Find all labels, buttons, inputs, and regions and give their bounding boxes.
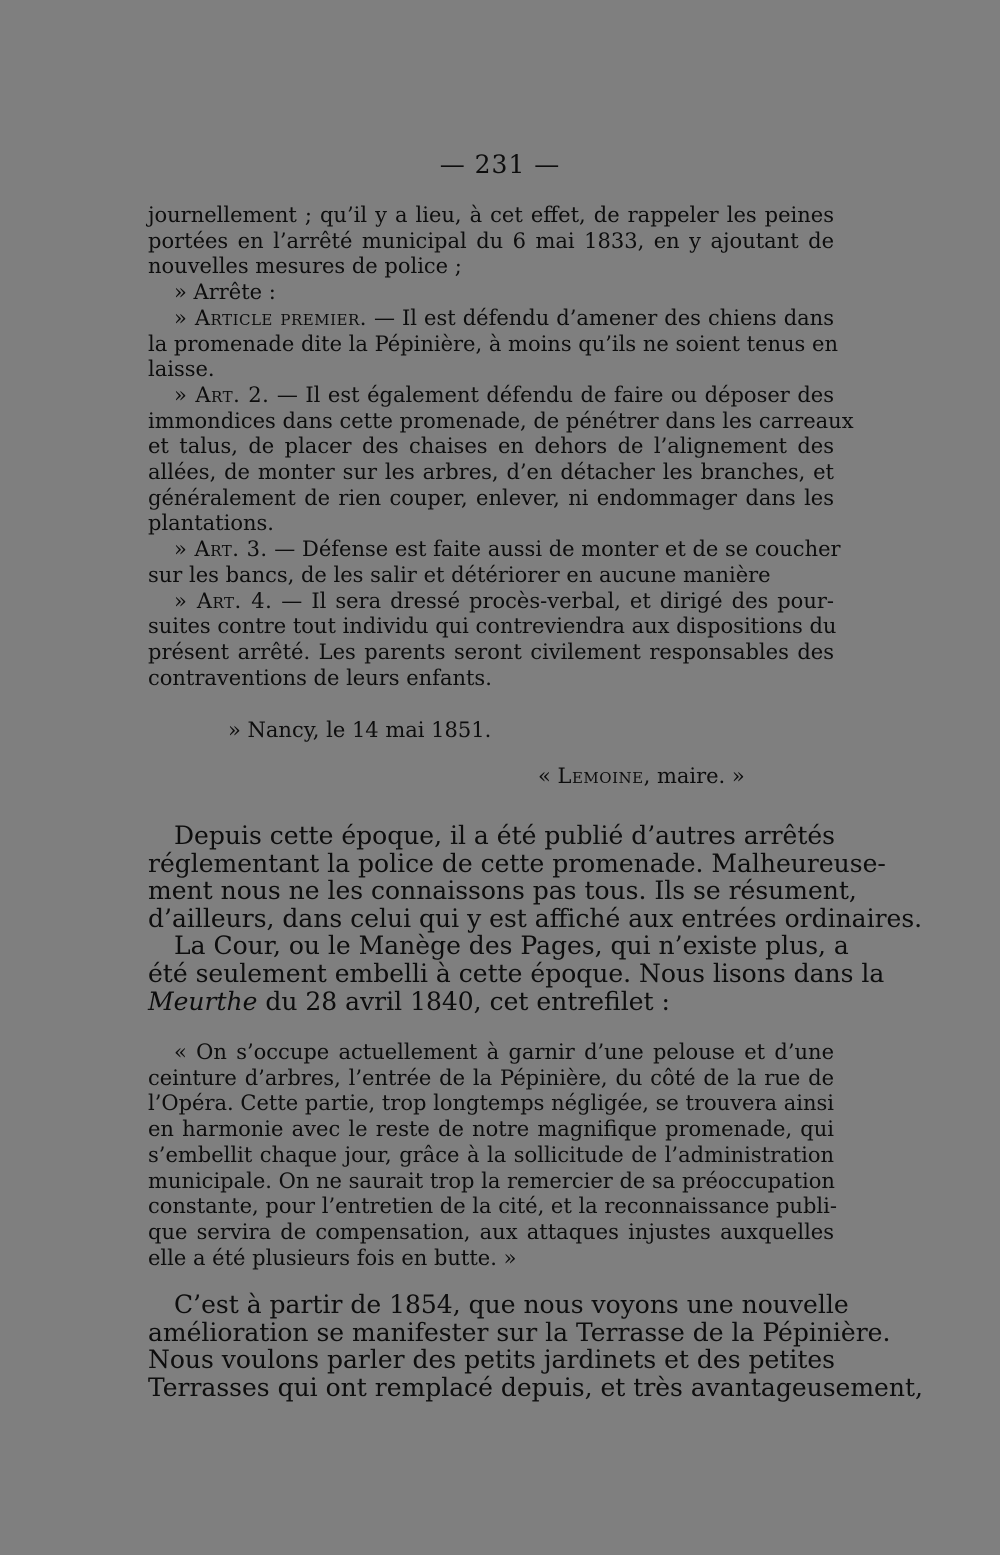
text-line: et talus, de placer des chaises en dehors de l’alignement des xyxy=(148,434,834,459)
text-line: contraventions de leurs enfants. xyxy=(148,665,492,690)
text-line: laisse. xyxy=(148,357,215,382)
signature-close: , maire. » xyxy=(643,764,745,788)
signature-name: Lemoine xyxy=(557,764,644,788)
article-4-text: — Il sera dressé procès-verbal, et dirigé des pour- xyxy=(272,588,834,613)
page-number: — 231 — xyxy=(439,150,561,179)
text-line: suites contre tout individu qui contreviendra aux dispositions du xyxy=(148,614,837,639)
article-4-heading: » Art. 4. xyxy=(174,588,273,613)
article-3-text: — Défense est faite aussi de monter et de se coucher xyxy=(267,537,841,562)
text-line: nouvelles mesures de police ; xyxy=(148,254,462,279)
article-1-text: — Il est défendu d’amener des chiens dans xyxy=(366,305,834,330)
body-paragraphs xyxy=(148,821,923,1016)
text-line: généralement de rien couper, enlever, ni endommager dans les xyxy=(148,485,834,510)
newspaper-title: Meurthe xyxy=(148,986,258,1016)
text-line: ceinture d’arbres, l’entrée de la Pépinière, du côté de la rue de xyxy=(148,1065,834,1090)
text-line: la promenade dite la Pépinière, à moins qu’ils ne soient tenus en xyxy=(148,331,838,356)
newspaper-quote xyxy=(148,1040,837,1271)
text-line: Terrasses qui ont remplacé depuis, et très avantageusement, xyxy=(148,1372,923,1402)
text-line: » Arrête : xyxy=(174,280,276,305)
text-line: l’Opéra. Cette partie, trop longtemps négligée, se trouvera ainsi xyxy=(148,1091,834,1116)
text-line: C’est à partir de 1854, que nous voyons une nouvelle xyxy=(174,1290,849,1319)
text-line: que servira de compensation, aux attaques injustes auxquelles xyxy=(148,1219,834,1244)
text-line: Depuis cette époque, il a été publié d’autres arrêtés xyxy=(174,821,835,850)
text-line: amélioration se manifester sur la Terrasse de la Pépinière. xyxy=(148,1317,891,1347)
article-1-line xyxy=(148,306,834,332)
text-line xyxy=(148,988,834,1016)
text-line: journellement ; qu’il y a lieu, à cet effet, de rappeler les peines xyxy=(148,203,834,227)
text-fragment: du 28 avril 1840, cet entrefilet : xyxy=(257,986,670,1016)
text-line: ment nous ne les connaissons pas tous. Ils se résument, xyxy=(148,876,857,906)
text-line: en harmonie avec le reste de notre magnifique promenade, qui xyxy=(148,1117,834,1142)
article-4-line xyxy=(148,589,834,615)
text-line: d’ailleurs, dans celui qui y est affiché aux entrées ordinaires. xyxy=(148,903,923,933)
signature-open: « xyxy=(538,764,558,788)
article-2-line xyxy=(148,383,834,409)
text-line: s’embellit chaque jour, grâce à la sollicitude de l’administration xyxy=(148,1142,834,1167)
text-line: allées, de monter sur les arbres, d’en détacher les branches, et xyxy=(148,460,834,485)
text-line: présent arrêté. Les parents seront civilement responsables des xyxy=(148,639,834,664)
text-line: « On s’occupe actuellement à garnir d’une pelouse et d’une xyxy=(174,1040,834,1064)
article-1-heading: » Article premier. xyxy=(174,305,367,330)
text-line: Nous voulons parler des petits jardinets et des petites xyxy=(148,1345,835,1375)
text-line: sur les bancs, de les salir et détériorer en aucune manière xyxy=(148,562,771,587)
text-line: plantations. xyxy=(148,511,274,536)
article-3-heading: » Art. 3. xyxy=(174,537,268,562)
text-line: portées en l’arrêté municipal du 6 mai 1833, en y ajoutant de xyxy=(148,228,834,253)
article-2-text: — Il est également défendu de faire ou déposer des xyxy=(269,382,834,407)
closing-paragraph xyxy=(148,1290,923,1402)
text-line: constante, pour l’entretien de la cité, et la reconnaissance publi- xyxy=(148,1194,837,1219)
date-line: » Nancy, le 14 mai 1851. xyxy=(228,718,492,742)
text-line: immondices dans cette promenade, de pénétrer dans les carreaux xyxy=(148,408,854,433)
text-line: municipale. On ne saurait trop la remercier de sa préoccupation xyxy=(148,1168,835,1193)
text-line: réglementant la police de cette promenade. Malheureuse- xyxy=(148,848,886,878)
text-line: été seulement embelli à cette époque. Nous lisons dans la xyxy=(148,958,885,988)
text-line: elle a été plusieurs fois en butte. » xyxy=(148,1245,517,1270)
article-2-heading: » Art. 2. xyxy=(174,382,270,407)
article-3-line xyxy=(148,537,841,563)
decree-text xyxy=(148,203,854,691)
signature xyxy=(538,764,745,788)
text-line: La Cour, ou le Manège des Pages, qui n’existe plus, a xyxy=(174,931,849,961)
